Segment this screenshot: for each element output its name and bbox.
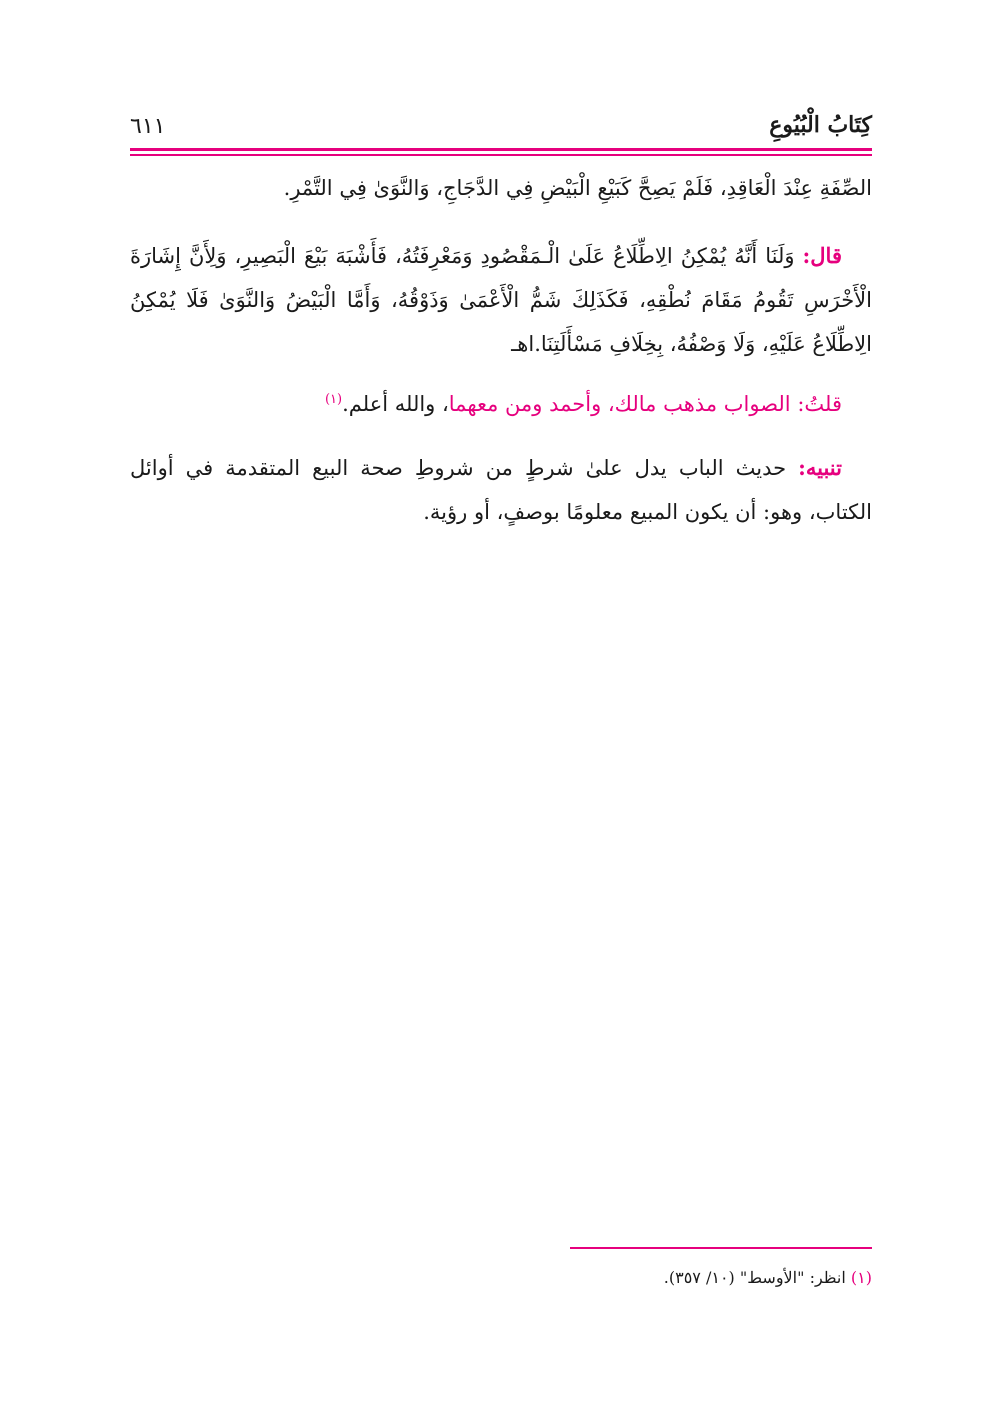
paragraph-2-text: وَلَنَا أَنَّهُ يُمْكِنُ الِاطِّلَاعُ عَلَىٰ الْـمَقْصُودِ وَمَعْرِفَتُهُ، فَأَشْبَهَ بَيْعَ الْبَصِيرِ، وَلِأَنَّ إِشَارَةَ الْأَخْرَسِ تَقُومُ مَقَامَ نُطْقِهِ، فَكَذَلِكَ شَمُّ الْأَعْمَىٰ وَذَوْقُهُ، وَأَمَّا الْبَيْضُ وَالنَّوَىٰ فَلَا يُمْكِنُ الِاطِّلَاعُ عَلَيْهِ، وَلَا وَصْفُهُ، بِخِلَافِ مَسْأَلَتِنَا.اهـ	[130, 244, 872, 356]
paragraph-1: الصِّفَةِ عِنْدَ الْعَاقِدِ، فَلَمْ يَصِحَّ كَبَيْعِ الْبَيْضِ فِي الدَّجَاجِ، وَالنَّوَىٰ فِي التَّمْرِ.	[283, 176, 872, 200]
header-rule-thin	[130, 154, 872, 156]
paragraph-3	[130, 382, 872, 426]
paragraph-4-lead: تنبيه:	[798, 455, 842, 480]
footnote-text: انظر: "الأوسط" (١٠/ ٣٥٧).	[663, 1268, 851, 1287]
header-rule-thick	[130, 148, 872, 151]
paragraph-4-text: حديث الباب يدل علىٰ شرطٍ من شروطِ صحة البيع المتقدمة في أوائل الكتاب، وهو: أن يكون المبيع معلومًا بوصفٍ، أو رؤية.	[130, 456, 872, 524]
paragraph-3-lead: قلتُ:	[797, 392, 842, 416]
footnote	[130, 1266, 872, 1290]
book-title: كِتَابُ الْبُيُوعِ	[769, 112, 872, 138]
paragraph-3-highlight: الصواب مذهب مالك، وأحمد ومن معهما	[448, 392, 798, 416]
paragraph-3-tail: ، والله أعلم.	[342, 392, 449, 416]
main-text	[130, 166, 872, 534]
running-header	[130, 112, 872, 146]
page-number: ٦١١	[130, 114, 166, 139]
paragraph-2-lead: قال:	[802, 243, 842, 268]
footnote-number: (١)	[850, 1268, 872, 1287]
footnote-reference[interactable]: (١)	[324, 392, 343, 407]
footnote-separator	[570, 1247, 872, 1249]
paragraph-4	[130, 446, 872, 534]
paragraph-2	[130, 234, 872, 366]
